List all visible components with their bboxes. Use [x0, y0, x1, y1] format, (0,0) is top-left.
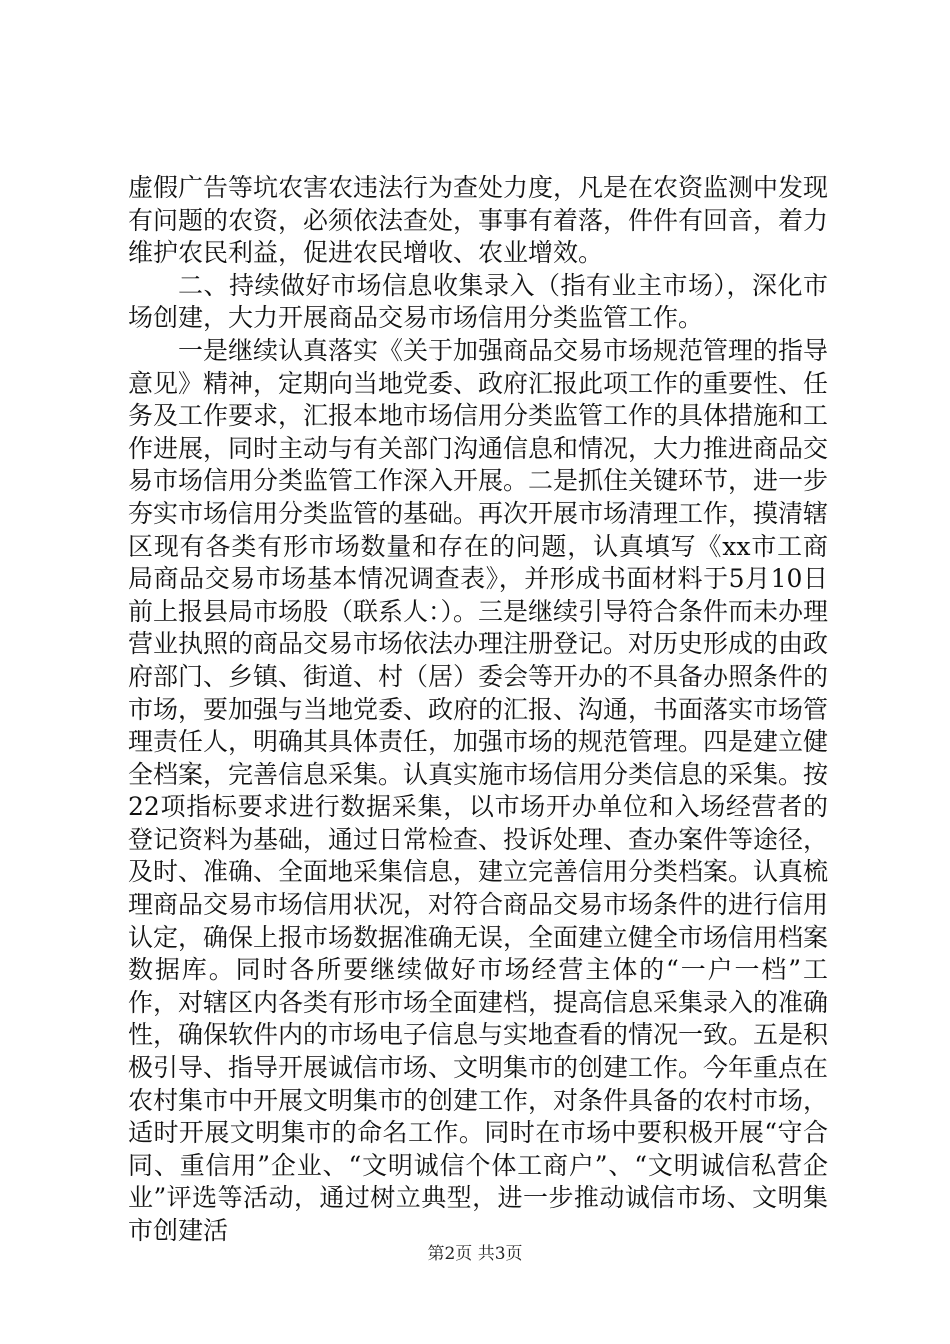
paragraph-section-two-heading: 二、持续做好市场信息收集录入（指有业主市场），深化市场创建，大力开展商品交易市场信用分类监管工作。	[128, 270, 828, 333]
page-number-footer: 第2页 共3页	[427, 1244, 523, 1264]
paragraph-section-two-body: 一是继续认真落实《关于加强商品交易市场规范管理的指导意见》精神，定期向当地党委、政府汇报此项工作的重要性、任务及工作要求，汇报本地市场信用分类监管工作的具体措施和工作进展，同时主动与有关部门沟通信息和情况，大力推进商品交易市场信用分类监管工作深入开展。二是抓住关键环节，进一步夯实市场信用分类监管的基础。再次开展市场清理工作，摸清辖区现有各类有形市场数量和存在的问题，认真填写《xx市工商局商品交易市场基本情况调查表》，并形成书面材料于5月10日前上报县局市场股（联系人：）。三是继续引导符合条件而未办理营业执照的商品交易市场依法办理注册登记。对历史形成的由政府部门、乡镇、街道、村（居）委会等开办的不具备办照条件的市场，要加强与当地党委、政府的汇报、沟通，书面落实市场管理责任人，明确其具体责任，加强市场的规范管理。四是建立健全档案，完善信息采集。认真实施市场信用分类信息的采集。按22项指标要求进行数据采集，以市场开办单位和入场经营者的登记资料为基础，通过日常检查、投诉处理、查办案件等途径，及时、准确、全面地采集信息，建立完善信用分类档案。认真梳理商品交易市场信用状况，对符合商品交易市场条件的进行信用认定，确保上报市场数据准确无误，全面建立健全市场信用档案数据库。同时各所要继续做好市场经营主体的“一户一档”工作，对辖区内各类有形市场全面建档，提高信息采集录入的准确性，确保软件内的市场电子信息与实地查看的情况一致。五是积极引导、指导开展诚信市场、文明集市的创建工作。今年重点在农村集市中开展文明集市的创建工作，对条件具备的农村市场，适时开展文明集市的命名工作。同时在市场中要积极开展“守合同、重信用”企业、“文明诚信个体工商户”、“文明诚信私营企业”评选等活动，通过树立典型，进一步推动诚信市场、文明集市创建活	[128, 335, 829, 1245]
paragraph-continuation: 虚假广告等坑农害农违法行为查处力度，凡是在农资监测中发现有问题的农资，必须依法查处，事事有着落，件件有回音，着力维护农民利益，促进农民增收、农业增效。	[128, 173, 829, 268]
document-body	[128, 172, 828, 1248]
